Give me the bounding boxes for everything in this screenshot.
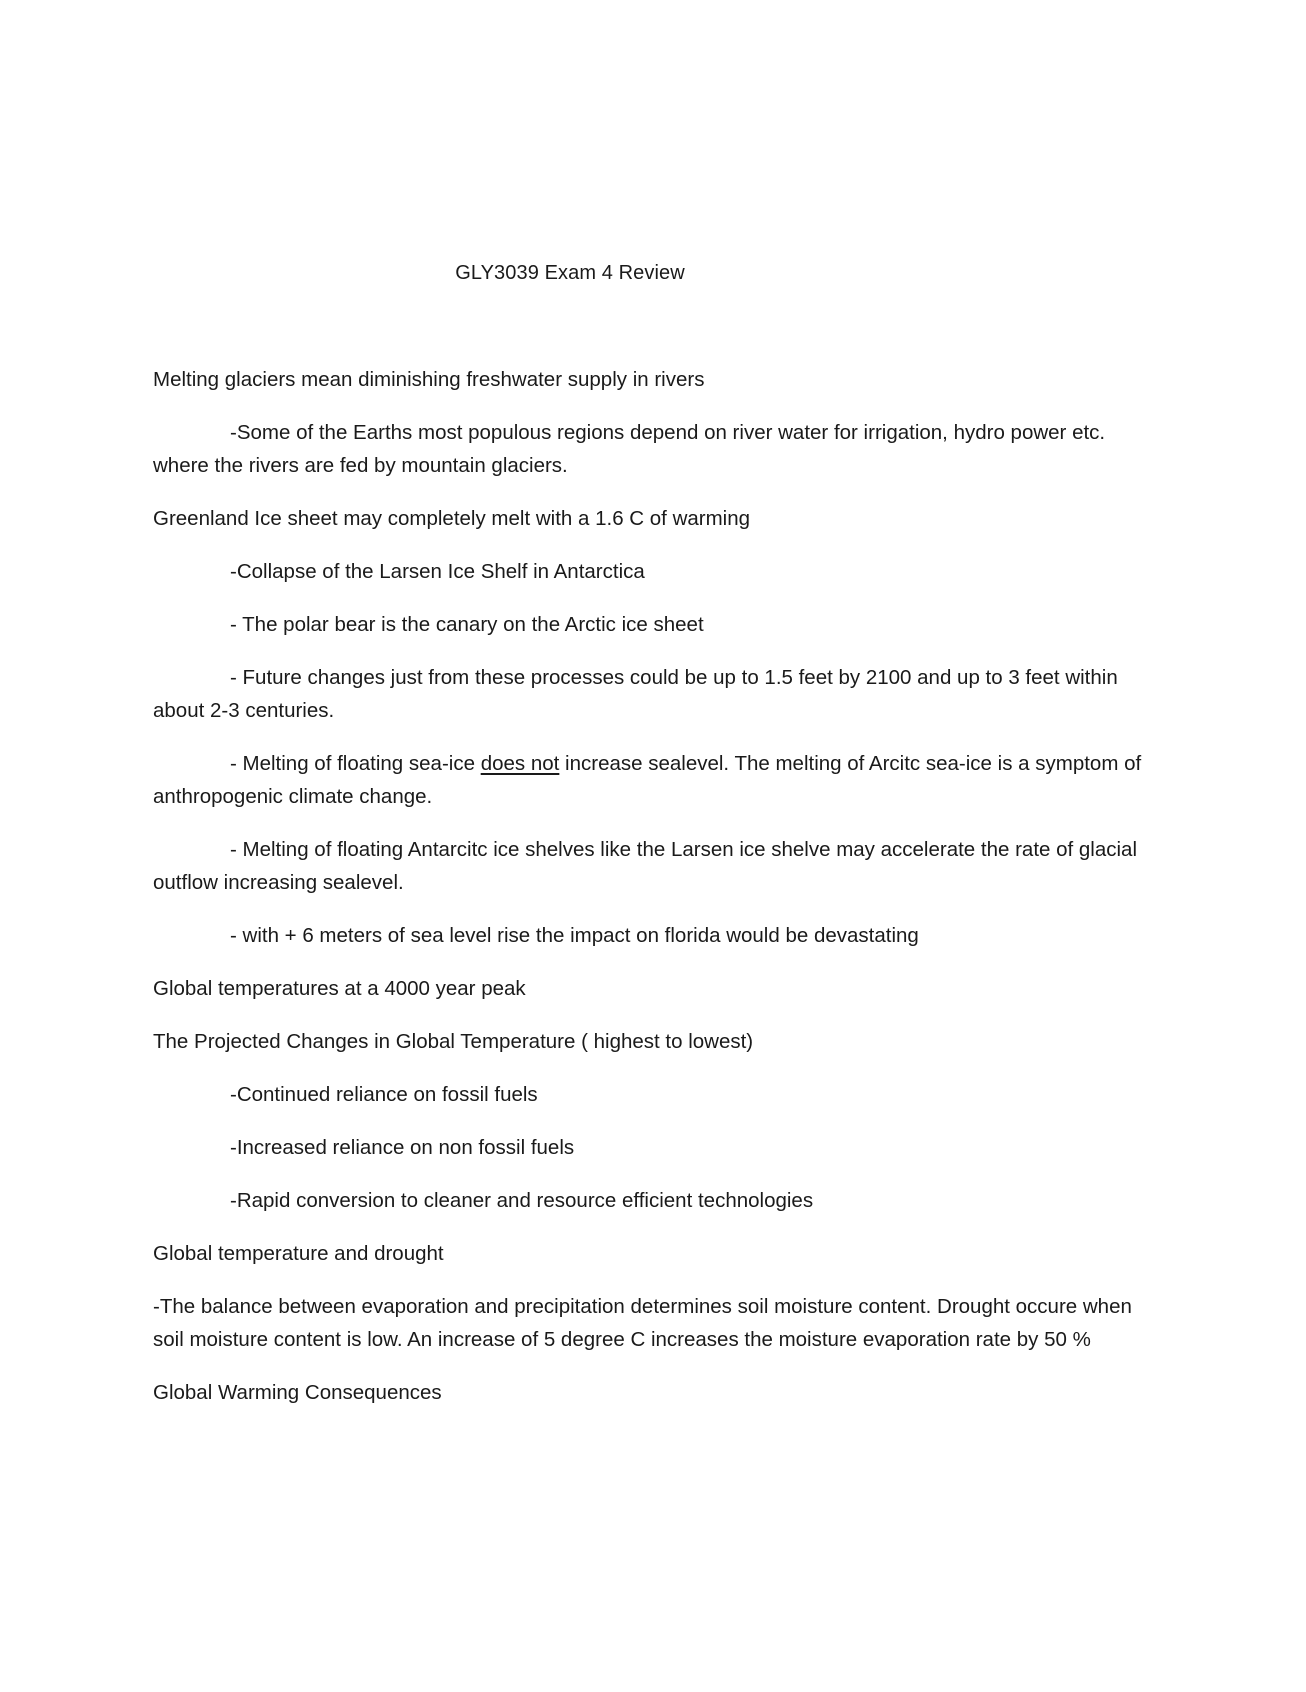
bullet-antarctic-ice-shelves: - Melting of floating Antarcitc ice shelves like the Larsen ice shelve may accelerate the rate of glacial outflow increasing sealevel. [153, 838, 1138, 894]
bullet-polar-bear: - The polar bear is the canary on the Arctic ice sheet [230, 613, 704, 636]
sea-ice-text-start: - Melting of floating sea-ice [230, 752, 481, 775]
sea-ice-text-end: increase sealevel. The melting of Arcitc sea-ice is a symptom of anthropogenic climate change. [153, 752, 1142, 808]
bullet-sea-ice [153, 747, 1143, 813]
heading-temperature-drought: Global temperature and drought [153, 1242, 444, 1265]
heading-melting-glaciers: Melting glaciers mean diminishing freshwater supply in rivers [153, 368, 705, 391]
heading-greenland-ice-sheet: Greenland Ice sheet may completely melt with a 1.6 C of warming [153, 507, 751, 530]
heading-global-temperature-peak: Global temperatures at a 4000 year peak [153, 977, 526, 1000]
paragraph-soil-moisture: -The balance between evaporation and precipitation determines soil moisture content. Drought occure when soil moisture content is low. An increase of 5 degree C increases the moisture evaporation rate by 50 % [153, 1295, 1132, 1351]
heading-projected-changes: The Projected Changes in Global Temperature ( highest to lowest) [153, 1030, 754, 1053]
bullet-fossil-fuels: -Continued reliance on fossil fuels [230, 1083, 538, 1106]
bullet-populous-regions: -Some of the Earths most populous regions depend on river water for irrigation, hydro power etc. where the rivers are fed by mountain glaciers. [153, 421, 1106, 477]
document-body [153, 363, 1143, 1429]
bullet-rapid-conversion: -Rapid conversion to cleaner and resource efficient technologies [230, 1189, 814, 1212]
bullet-florida-impact: - with + 6 meters of sea level rise the impact on florida would be devastating [230, 924, 919, 947]
heading-warming-consequences: Global Warming Consequences [153, 1381, 442, 1404]
sea-ice-underlined-text: does not [480, 752, 560, 775]
bullet-future-changes: - Future changes just from these processes could be up to 1.5 feet by 2100 and up to 3 feet within about 2-3 centuries. [153, 666, 1118, 722]
bullet-non-fossil-fuels: -Increased reliance on non fossil fuels [230, 1136, 575, 1159]
bullet-larsen-collapse: -Collapse of the Larsen Ice Shelf in Antarctica [230, 560, 645, 583]
document-title: GLY3039 Exam 4 Review [455, 262, 685, 284]
